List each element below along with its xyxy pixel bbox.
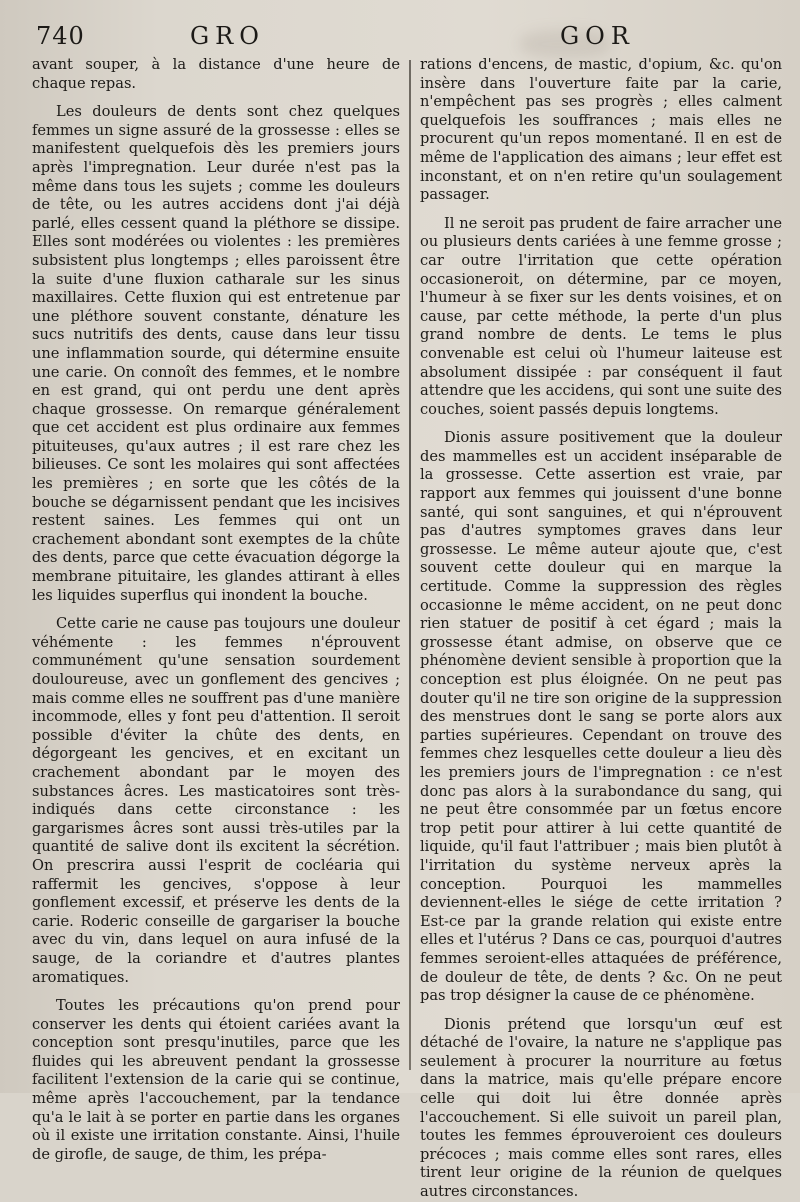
right-paragraph-3: Dionis assure positivement que la douleur des mammelles est un accident inséparable de la grossesse. Cette assertion est vraie, par rapport aux femmes qui jouissent d'une bonne santé, qui sont sanguines, et qui n'éprouvent pas d'autres symptomes graves dans leur grossesse. Le même auteur ajoute que, c'est souvent cette douleur qui en marque la certitude. Comme la suppression des règles occasionne le même accident, on ne peut donc rien statuer de positif à cet égard ; mais la grossesse étant admise, on observe que ce phénomène devient sensible à proportion que la conception est plus éloignée. On ne peut pas douter qu'il ne tire son origine de la suppression des menstrues dont le sang se porte alors aux parties supérieures. Cependant on trouve des femmes chez lesquelles cette douleur a lieu dès les premiers jours de l'impregnation : ce n'est donc pas alors à la surabondance du sang, qui ne peut être consommée par un fœtus encore trop petit pour attirer à lui cette quantité de liquide, qu'il faut l'attribuer ; mais bien plutôt à l'irritation du système nerveux après la conception. Pourquoi les mammelles deviennent-elles le siége de cette irritation ? Est-ce par la grande relation qui existe entre elles et l'utérus ? Dans ce cas, pourquoi d'autres femmes seroient-elles attaquées de préférence, de douleur de tête, de dents ? &c. On ne peut pas trop désigner la cause de ce phénomène. (420, 429, 782, 1005)
left-paragraph-1: avant souper, à la distance d'une heure de chaque repas. (32, 56, 400, 92)
right-column (420, 56, 782, 1202)
left-paragraph-3: Cette carie ne cause pas toujours une douleur véhémente : les femmes n'éprouvent communément qu'une sensation sourdement douloureuse, avec un gonflement des gencives ; mais comme elles ne souffrent pas d'une manière incommode, elles y font peu d'attention. Il seroit possible d'éviter la chûte des dents, en dégorgeant les gencives, et en excitant un crachement abondant par le moyen des substances âcres. Les masticatoires sont très-indiqués dans cette circonstance : les gargarismes âcres sont aussi très-utiles par la quantité de salive dont ils excitent la sécrétion. On prescrira aussi l'esprit de cocléaria qui raffermit les gencives, s'oppose à leur gonflement excessif, et préserve les dents de la carie. Roderic conseille de gargariser la bouche avec du vin, dans lequel on aura infusé de la sauge, de la coriandre et d'autres plantes aromatiques. (32, 615, 400, 986)
header-right-word: GOR (560, 22, 635, 50)
page-number: 740 (36, 22, 85, 50)
column-divider (409, 60, 411, 1070)
right-paragraph-2: Il ne seroit pas prudent de faire arracher une ou plusieurs dents cariées à une femme grosse ; car outre l'irritation que cette opération occasioneroit, on détermine, par ce moyen, l'humeur à se fixer sur les dents voisines, et on cause, par cette méthode, la perte d'un plus grand nombre de dents. Le tems le plus convenable est celui où l'humeur laiteuse est absolument dissipée : par conséquent il faut attendre que les accidens, qui sont une suite des couches, soient passés depuis longtems. (420, 214, 782, 418)
left-column (32, 56, 400, 1164)
left-paragraph-4: Toutes les précautions qu'on prend pour conserver les dents qui étoient cariées avant la conception sont presqu'inutiles, parce que les fluides qui les abreuvent pendant la grossesse facilitent l'extension de la carie qui se continue, même après l'accouchement, par la tendance qu'a le lait à se porter en partie dans les organes où il existe une irritation constante. Ainsi, l'huile de girofle, de sauge, de thim, les prépa- (32, 997, 400, 1163)
right-paragraph-4: Dionis prétend que lorsqu'un œuf est détaché de l'ovaire, la nature ne s'applique pas seulement à procurer la nourriture au fœtus dans la matrice, mais qu'elle prépare encore celle qui doit lui être donnée après l'accouchement. Si elle suivoit un pareil plan, toutes les femmes éprouveroient ces douleurs précoces ; mais comme elles sont rares, elles tirent leur origine de la réunion de quelques autres circonstances. (420, 1015, 782, 1201)
right-paragraph-1: rations d'encens, de mastic, d'opium, &c. qu'on insère dans l'ouverture faite par la carie, n'empêchent pas ses progrès ; elles calment quelquefois les souffrances ; mais elles ne procurent qu'un repos momentané. Il en est de même de l'application des aimans ; leur effet est inconstant, et on n'en retire qu'un soulagement passager. (420, 56, 782, 204)
header-left-word: GRO (190, 22, 265, 50)
left-paragraph-2: Les douleurs de dents sont chez quelques femmes un signe assuré de la grossesse : elles se manifestent quelquefois dès les premiers jours après l'impregnation. Leur durée n'est pas la même dans tous les sujets ; comme les douleurs de tête, ou les autres accidens dont j'ai déjà parlé, elles cessent quand la pléthore se dissipe. Elles sont modérées ou violentes : les premières subsistent plus longtemps ; elles paroissent être la suite d'une fluxion catharale sur les sinus maxillaires. Cette fluxion qui est entretenue par une pléthore souvent constante, dénature les sucs nutritifs des dents, cause dans leur tissu une inflammation sourde, qui détermine ensuite une carie. On connoît des femmes, et le nombre en est grand, qui ont perdu une dent après chaque grossesse. On remarque généralement que cet accident est plus ordinaire aux femmes pituiteuses, qu'aux autres ; il est rare chez les bilieuses. Ce sont les molaires qui sont affectées les premières ; en sorte que les côtés de la bouche se dégarnissent pendant que les incisives restent saines. Les femmes qui ont un crachement abondant sont exemptes de la chûte des dents, parce que cette évacuation dégorge la membrane pituitaire, les glandes attirant à elles les liquides superflus qui inondent la bouche. (32, 103, 400, 604)
running-header (0, 18, 800, 54)
